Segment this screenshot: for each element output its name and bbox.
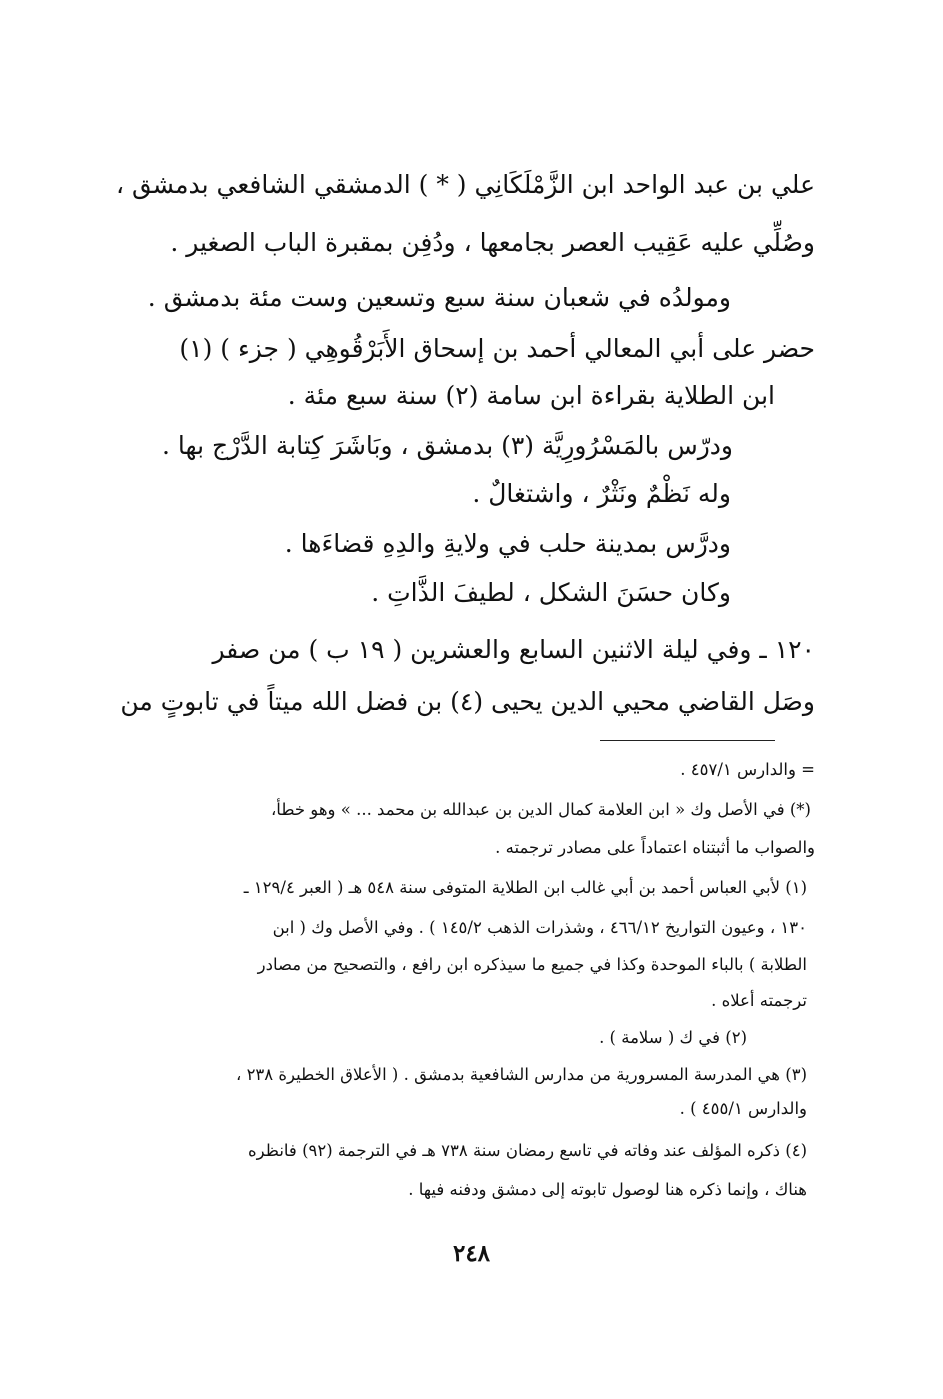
main-text-line: ١٢٠ ـ وفي ليلة الاثنين السابع والعشرين ( ١٩ ب ) من صفر <box>212 635 815 664</box>
main-text-line: ودرّس بالمَسْرُورِيَّة (٣) بدمشق ، وبَاشَرَ كِتابة الدَّرْج بها . <box>162 431 733 460</box>
footnote-line: (٣) هي المدرسة المسرورية من مدارس الشافعية بدمشق . ( الأعلاق الخطيرة ٢٣٨ ، <box>235 1065 807 1084</box>
footnote-line: ترجمته أعلاه . <box>711 991 807 1010</box>
page-number: ٢٤٨ <box>452 1240 491 1267</box>
footnote-line: (٤) ذكره المؤلف عند وفاته في تاسع رمضان سنة ٧٣٨ هـ في الترجمة (٩٢) فانظره <box>248 1141 807 1160</box>
main-text-line: حضر على أبي المعالي أحمد بن إسحاق الأَبَرْقُوهِي ( جزء ) (١) <box>179 334 815 363</box>
footnote-line: (*) في الأصل وك « ابن العلامة كمال الدين بن عبدالله بن محمد ... » وهو خطأ، <box>270 800 811 819</box>
main-text-line: وله نَظْمٌ ونَثْرٌ ، واشتغالٌ . <box>472 479 731 508</box>
main-text-line: ودرَّس بمدينة حلب في ولايةِ والدِهِ قضاءَها . <box>284 529 731 558</box>
footnote-line: والصواب ما أثبتناه اعتماداً على مصادر ترجمته . <box>495 838 815 857</box>
footnote-line: ١٣٠ ، وعيون التواريخ ٤٦٦/١٢ ، وشذرات الذهب ١٤٥/٢ ) . وفي الأصل وك ( ابن <box>272 918 807 937</box>
main-text-line: وصَل القاضي محيي الدين يحيى (٤) بن فضل الله ميتاً في تابوتٍ من <box>120 687 815 716</box>
footnote-line: = والدارس ٤٥٧/١ . <box>680 760 815 779</box>
main-text-line: وصُلِّي عليه عَقِيب العصر بجامعها ، ودُفِن بمقبرة الباب الصغير . <box>170 228 815 257</box>
main-text-line: وكان حسَنَ الشكل ، لطيفَ الذَّاتِ . <box>371 578 731 607</box>
main-text-line: ابن الطلاية بقراءة ابن سامة (٢) سنة سبع مئة . <box>287 381 775 410</box>
footnote-line: والدارس ٤٥٥/١ ) . <box>679 1099 807 1118</box>
footnote-line: هناك ، وإنما ذكره هنا لوصول تابوته إلى دمشق ودفنه فيها . <box>408 1180 807 1199</box>
footnote-line: (٢) في ك ( سلامة ) . <box>599 1028 747 1047</box>
main-text-line: ومولدُه في شعبان سنة سبع وتسعين وست مئة بدمشق . <box>147 283 731 312</box>
main-text-line: علي بن عبد الواحد ابن الزَّمْلَكَانِي ( * ) الدمشقي الشافعي بدمشق ، <box>115 170 815 199</box>
footnote-line: (١) لأبي العباس أحمد بن أبي غالب ابن الطلاية المتوفى سنة ٥٤٨ هـ ( العبر ١٢٩/٤ ـ <box>243 878 807 897</box>
footnote-line: الطلابة ) بالباء الموحدة وكذا في جميع ما سيذكره ابن رافع ، والتصحيح من مصادر <box>257 955 807 974</box>
footnote-separator <box>600 740 775 741</box>
